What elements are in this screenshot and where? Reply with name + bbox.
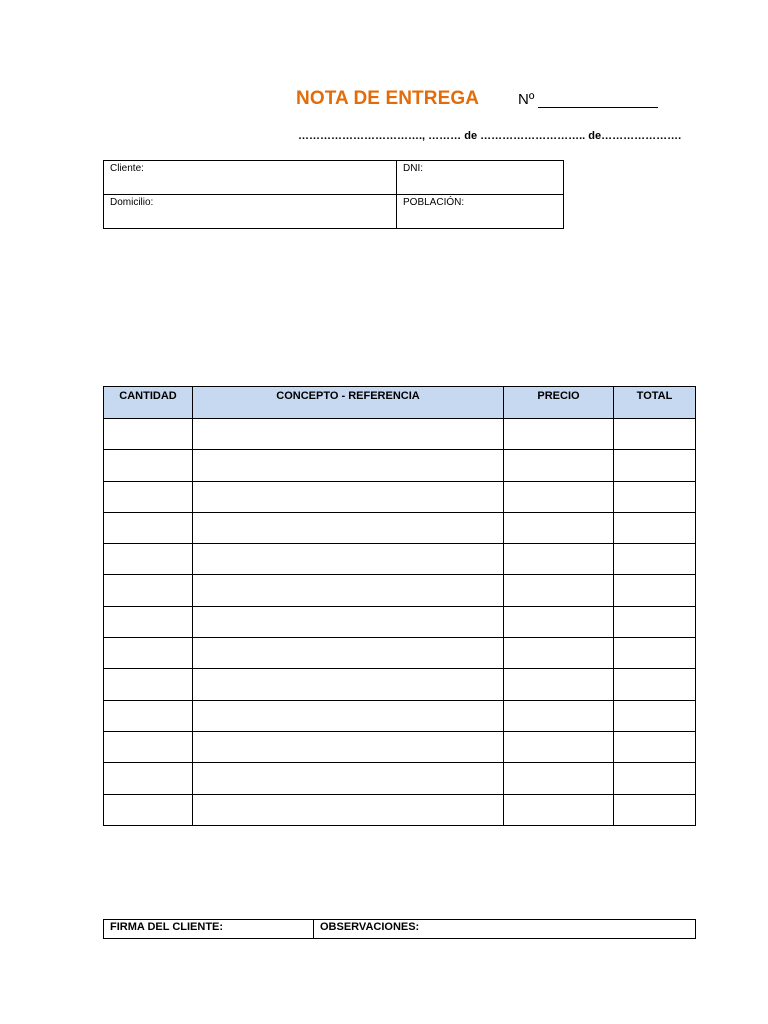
date-place-line[interactable]: ……………………………., ……… de ……………………….. de…………………. (298, 130, 682, 142)
cell-total[interactable] (614, 450, 696, 481)
cell-cantidad[interactable] (104, 544, 193, 575)
cell-cantidad[interactable] (104, 481, 193, 512)
number-label: Nº (518, 91, 535, 108)
cell-precio[interactable] (504, 731, 614, 762)
table-row (104, 731, 696, 762)
cell-concepto[interactable] (193, 606, 504, 637)
signature-table (103, 919, 696, 939)
cell-total[interactable] (614, 763, 696, 794)
cell-concepto[interactable] (193, 512, 504, 543)
poblacion-field[interactable] (397, 195, 564, 229)
cell-cantidad[interactable] (104, 731, 193, 762)
cell-concepto[interactable] (193, 794, 504, 825)
cell-total[interactable] (614, 419, 696, 450)
cell-cantidad[interactable] (104, 606, 193, 637)
cliente-label: Cliente: (110, 163, 144, 174)
domicilio-field[interactable] (104, 195, 397, 229)
table-row (104, 638, 696, 669)
cell-total[interactable] (614, 575, 696, 606)
cell-concepto[interactable] (193, 638, 504, 669)
dni-field[interactable] (397, 161, 564, 195)
cell-precio[interactable] (504, 638, 614, 669)
cell-total[interactable] (614, 512, 696, 543)
cell-total[interactable] (614, 669, 696, 700)
client-info-table (103, 160, 564, 229)
observaciones-field[interactable] (314, 920, 696, 939)
firma-cliente-field[interactable] (104, 920, 314, 939)
cell-cantidad[interactable] (104, 419, 193, 450)
cell-cantidad[interactable] (104, 700, 193, 731)
table-row (104, 481, 696, 512)
cell-cantidad[interactable] (104, 450, 193, 481)
cell-concepto[interactable] (193, 731, 504, 762)
cell-precio[interactable] (504, 669, 614, 700)
column-header-precio: PRECIO (504, 387, 614, 419)
table-row (104, 794, 696, 825)
cell-precio[interactable] (504, 763, 614, 794)
cell-total[interactable] (614, 606, 696, 637)
items-table (103, 386, 696, 826)
items-header-row (104, 387, 696, 419)
cliente-field[interactable] (104, 161, 397, 195)
cell-precio[interactable] (504, 419, 614, 450)
column-header-cantidad: CANTIDAD (104, 387, 193, 419)
cell-precio[interactable] (504, 606, 614, 637)
cell-total[interactable] (614, 700, 696, 731)
cell-precio[interactable] (504, 575, 614, 606)
table-row (104, 544, 696, 575)
table-row (104, 606, 696, 637)
table-row (104, 575, 696, 606)
cell-concepto[interactable] (193, 450, 504, 481)
cell-precio[interactable] (504, 450, 614, 481)
cell-total[interactable] (614, 544, 696, 575)
cell-concepto[interactable] (193, 419, 504, 450)
cell-precio[interactable] (504, 481, 614, 512)
column-header-concepto: CONCEPTO - REFERENCIA (193, 387, 504, 419)
cell-precio[interactable] (504, 544, 614, 575)
cell-concepto[interactable] (193, 575, 504, 606)
cell-concepto[interactable] (193, 544, 504, 575)
cell-concepto[interactable] (193, 763, 504, 794)
cell-cantidad[interactable] (104, 763, 193, 794)
delivery-number-field[interactable] (518, 91, 658, 108)
table-row (104, 700, 696, 731)
cell-precio[interactable] (504, 794, 614, 825)
document-title: NOTA DE ENTREGA (296, 88, 480, 109)
cell-concepto[interactable] (193, 481, 504, 512)
cell-cantidad[interactable] (104, 794, 193, 825)
table-row (104, 450, 696, 481)
cell-cantidad[interactable] (104, 669, 193, 700)
cell-concepto[interactable] (193, 700, 504, 731)
cell-total[interactable] (614, 638, 696, 669)
number-blank-line[interactable] (538, 93, 658, 108)
cell-cantidad[interactable] (104, 638, 193, 669)
cell-total[interactable] (614, 481, 696, 512)
cell-precio[interactable] (504, 512, 614, 543)
dni-label: DNI: (403, 163, 423, 174)
cell-total[interactable] (614, 731, 696, 762)
cell-cantidad[interactable] (104, 512, 193, 543)
observaciones-label: OBSERVACIONES: (320, 921, 420, 933)
domicilio-label: Domicilio: (110, 197, 154, 208)
cell-total[interactable] (614, 794, 696, 825)
column-header-total: TOTAL (614, 387, 696, 419)
table-row (104, 419, 696, 450)
cell-concepto[interactable] (193, 669, 504, 700)
table-row (104, 512, 696, 543)
cell-cantidad[interactable] (104, 575, 193, 606)
firma-label: FIRMA DEL CLIENTE: (110, 921, 224, 933)
poblacion-label: POBLACIÓN: (403, 197, 465, 208)
table-row (104, 669, 696, 700)
table-row (104, 763, 696, 794)
cell-precio[interactable] (504, 700, 614, 731)
